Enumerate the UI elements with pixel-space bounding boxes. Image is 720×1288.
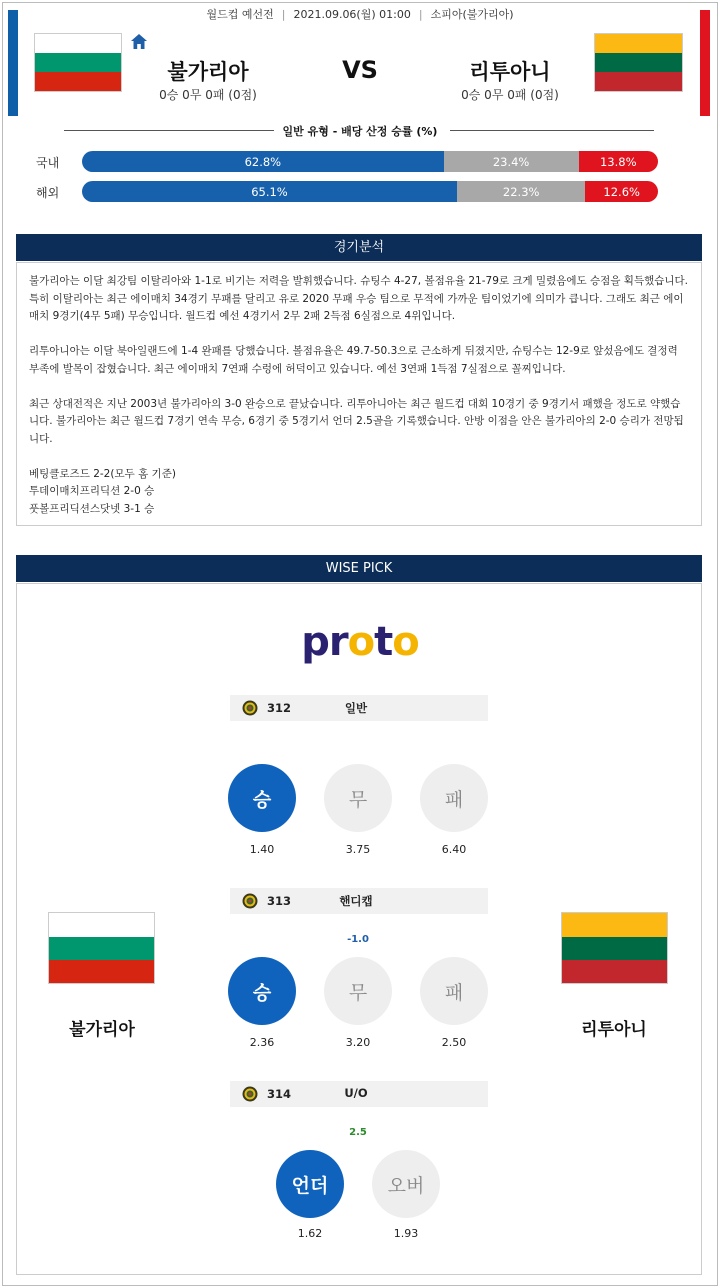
odds-row-label-overseas: 해외 — [36, 186, 60, 200]
home-flag-large — [48, 912, 155, 984]
game-row-312 — [230, 695, 488, 721]
match-datetime: 2021.09.06(월) 01:00 — [293, 8, 411, 21]
odds-row-label-domestic: 국내 — [36, 156, 60, 170]
target-icon — [242, 700, 258, 716]
match-info-line: 월드컵 예선전 | 2021.09.06(월) 01:00 | 소피아(불가리아) — [206, 8, 514, 21]
analysis-header: 경기분석 — [16, 234, 702, 261]
home-icon — [131, 34, 147, 49]
home-team-name-large: 불가리아 — [69, 1020, 135, 1040]
odds-bar-win: 65.1% — [82, 181, 457, 202]
game-type: U/O — [344, 1086, 368, 1100]
away-team-name: 리투아니 — [469, 60, 551, 84]
game-row-314 — [230, 1081, 488, 1107]
away-flag — [594, 33, 683, 92]
prediction-tip: 베팅클로즈드 2-2(모두 홈 기준) — [29, 467, 176, 480]
pick-lose-button[interactable]: 패 — [420, 764, 488, 832]
away-flag-large — [561, 912, 668, 984]
odds-bar-lose: 12.6% — [585, 181, 658, 202]
home-flag — [34, 33, 122, 92]
home-team-record: 0승 0무 0패 (0점) — [159, 88, 257, 102]
wise-pick-header: WISE PICK — [16, 555, 702, 582]
competition-label: 월드컵 예선전 — [206, 8, 274, 21]
game-row-313 — [230, 888, 488, 914]
target-icon — [242, 1086, 258, 1102]
odds-value: 3.20 — [345, 1036, 371, 1049]
pick-under-button[interactable]: 언더 — [276, 1150, 344, 1218]
pick-draw-button[interactable]: 무 — [324, 764, 392, 832]
odds-bar-lose: 13.8% — [579, 151, 658, 172]
prediction-tip: 투데이매치프리딕션 2-0 승 — [29, 485, 155, 497]
proto-logo: proto — [301, 619, 419, 665]
handicap-value: -1.0 — [347, 934, 369, 945]
odds-title — [0, 123, 720, 139]
pick-draw-button[interactable]: 무 — [324, 957, 392, 1025]
analysis-paragraph: 최근 상대전적은 지난 2003년 불가리아의 3-0 완승으로 끝났습니다. 리투아니아는 최근 월드컵 대회 10경기 중 9경기서 패했을 정도로 약했습니다. 불가리아는 최근 월드컵 7경기 연속 무승, 6경기 중 5경기서 언더 2.5골을 기록했습니다. 안방 이점을 안은 불가리아의 2-0 승리가 전망됩니다. — [29, 397, 684, 445]
analysis-paragraph: 리투아니아는 이달 북아일랜드에 1-4 완패를 당했습니다. 볼점유율은 49.7-50.3으로 근소하게 뒤졌지만, 슈팅수는 12-9로 앞섰음에도 결정력 부족에 발목이 잡혔습니다. 최근 에이매치 7연패 수렁에 허덕이고 있습니다. 예선 3연패 1득점 7실점으로 꼴찌입니다. — [29, 345, 678, 375]
away-team-name-large: 리투아니 — [581, 1020, 647, 1040]
odds-bar-draw: 23.4% — [444, 151, 579, 172]
target-icon — [242, 893, 258, 909]
pick-over-button[interactable]: 오버 — [372, 1150, 440, 1218]
odds-title-text: 일반 유형 - 배당 산정 승률 (%) — [275, 125, 446, 138]
match-venue: 소피아(불가리아) — [430, 8, 514, 21]
odds-value: 2.36 — [249, 1036, 275, 1049]
home-color-edge — [8, 10, 18, 116]
vs-label: VS — [342, 56, 378, 84]
game-number: 312 — [267, 701, 292, 715]
game-number: 314 — [267, 1087, 292, 1101]
analysis-body — [16, 262, 702, 526]
pick-win-button[interactable]: 승 — [228, 957, 296, 1025]
odds-value: 6.40 — [441, 843, 467, 856]
odds-value: 2.50 — [441, 1036, 467, 1049]
away-color-edge — [700, 10, 710, 116]
odds-bar-draw: 22.3% — [457, 181, 585, 202]
odds-value: 1.93 — [393, 1227, 419, 1240]
game-type: 일반 — [344, 701, 368, 715]
odds-value: 1.40 — [249, 843, 275, 856]
uo-line-value: 2.5 — [349, 1127, 367, 1138]
away-team-record: 0승 0무 0패 (0점) — [461, 88, 559, 102]
odds-bar-domestic — [82, 151, 658, 172]
game-number: 313 — [267, 894, 292, 908]
pick-lose-button[interactable]: 패 — [420, 957, 488, 1025]
home-team-name: 불가리아 — [167, 60, 249, 84]
prediction-tip: 풋볼프리딕션스닷넷 3-1 승 — [29, 502, 155, 515]
game-type: 핸디캡 — [339, 894, 373, 908]
odds-bar-win: 62.8% — [82, 151, 444, 172]
odds-value: 3.75 — [345, 843, 371, 856]
odds-bar-overseas — [82, 181, 658, 202]
analysis-paragraph: 불가리아는 이달 최강팀 이탈리아와 1-1로 비기는 저력을 발휘했습니다. 슈팅수 4-27, 볼점유율 21-79로 크게 밀렸음에도 승점을 획득했습니다. 특히 이탈리아는 최근 에이매치 34경기 무패를 달리고 유로 2020 무패 우승 팀으로 무적에 가까운 팀이었기에 의미가 큽니다. 그래도 최근 에이매치 9경기(4무 5패) 무승입니다. 월드컵 예선 4경기서 2무 2패 2득점 6실점으로 4위입니다. — [29, 275, 689, 322]
odds-value: 1.62 — [297, 1227, 323, 1240]
pick-win-button[interactable]: 승 — [228, 764, 296, 832]
